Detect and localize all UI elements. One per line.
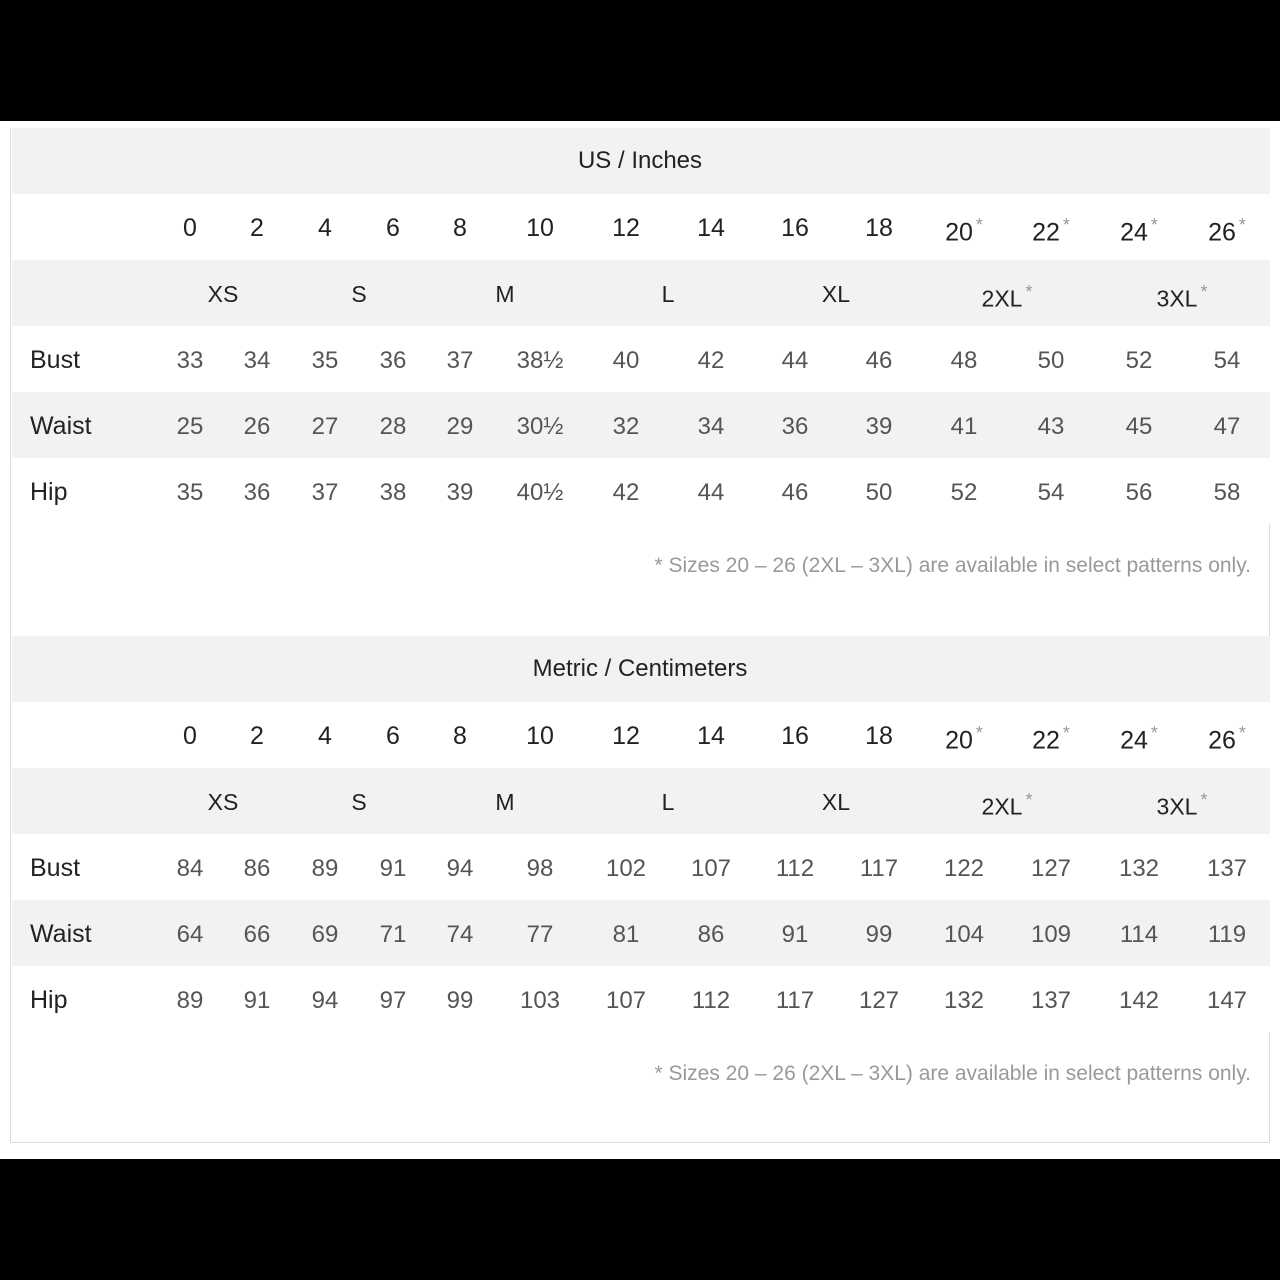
label-text: 12	[612, 214, 640, 242]
measurement-cell: 122	[943, 855, 985, 882]
label-text: 12	[612, 722, 640, 750]
asterisk-icon: *	[1150, 215, 1158, 235]
measurement-cell: 33	[176, 347, 204, 374]
table-band	[12, 260, 1270, 326]
measurement-cell: 77	[526, 921, 554, 948]
measurement-cell: 97	[379, 987, 407, 1014]
size-column-header	[865, 216, 893, 241]
row-label-hip: Hip	[30, 986, 68, 1014]
measurement-cell: 44	[697, 479, 725, 506]
measurement-cell: 47	[1213, 413, 1241, 440]
label-text: 24	[1120, 726, 1148, 755]
letter-size-header	[208, 283, 239, 306]
label-text: 8	[453, 214, 467, 242]
label-text: 18	[865, 722, 893, 750]
letter-size-header	[822, 791, 850, 814]
label-text: L	[661, 281, 675, 307]
size-column-header	[318, 724, 332, 749]
measurement-cell: 127	[1030, 855, 1072, 882]
measurement-cell: 52	[950, 479, 978, 506]
measurement-cell: 102	[605, 855, 647, 882]
measurement-cell: 27	[311, 413, 339, 440]
label-text: S	[351, 789, 367, 815]
measurement-cell: 94	[446, 855, 474, 882]
measurement-cell: 38	[379, 479, 407, 506]
label-text: M	[495, 281, 515, 307]
measurement-cell: 81	[612, 921, 640, 948]
asterisk-icon: *	[1200, 790, 1208, 810]
measurement-cell: 42	[612, 479, 640, 506]
label-text: S	[351, 281, 367, 307]
label-text: 6	[386, 214, 400, 242]
measurement-cell: 147	[1206, 987, 1248, 1014]
label-text: 14	[697, 722, 725, 750]
measurement-cell: 37	[446, 347, 474, 374]
measurement-cell: 39	[865, 413, 893, 440]
measurement-cell: 109	[1030, 921, 1072, 948]
label-text: XS	[207, 789, 239, 815]
size-column-header	[526, 724, 554, 749]
letter-size-header	[495, 791, 514, 814]
asterisk-icon: *	[1238, 215, 1246, 235]
measurement-cell: 112	[775, 855, 815, 882]
measurement-cell: 107	[605, 987, 647, 1014]
size-column-header	[318, 216, 332, 241]
letter-size-header	[208, 791, 239, 814]
measurement-cell: 98	[526, 855, 554, 882]
measurement-cell: 114	[1119, 921, 1159, 948]
size-column-header	[183, 724, 197, 749]
size-column-header	[781, 216, 809, 241]
measurement-cell: 41	[950, 413, 978, 440]
label-text: 0	[183, 722, 197, 750]
letter-size-header	[351, 283, 366, 306]
measurement-cell: 91	[781, 921, 809, 948]
asterisk-icon: *	[1025, 282, 1033, 302]
asterisk-icon: *	[1150, 723, 1158, 743]
size-column-header	[1120, 216, 1158, 245]
size-column-header	[250, 216, 264, 241]
label-text: 26	[1208, 726, 1236, 755]
measurement-cell: 36	[379, 347, 407, 374]
label-text: 18	[865, 214, 893, 242]
label-text: 16	[781, 214, 809, 242]
label-text: 2	[250, 722, 264, 750]
label-text: 6	[386, 722, 400, 750]
measurement-cell: 117	[775, 987, 815, 1014]
label-text: 24	[1120, 218, 1148, 247]
size-column-header	[612, 724, 640, 749]
row-label-waist: Waist	[30, 920, 92, 948]
label-text: 10	[526, 214, 554, 242]
measurement-cell: 35	[311, 347, 339, 374]
table-band	[12, 702, 1270, 768]
measurement-cell: 89	[176, 987, 204, 1014]
asterisk-icon: *	[1025, 790, 1033, 810]
measurement-cell: 104	[943, 921, 985, 948]
measurement-cell: 39	[446, 479, 474, 506]
asterisk-icon: *	[975, 215, 983, 235]
label-text: 2XL	[981, 285, 1023, 312]
size-column-header	[1208, 724, 1246, 753]
asterisk-icon: *	[1062, 723, 1070, 743]
label-text: 3XL	[1156, 793, 1198, 820]
measurement-cell: 48	[950, 347, 978, 374]
measurement-cell: 103	[519, 987, 561, 1014]
measurement-cell: 71	[379, 921, 407, 948]
letter-size-header	[351, 791, 366, 814]
measurement-cell: 58	[1213, 479, 1241, 506]
asterisk-icon: *	[975, 723, 983, 743]
size-column-header	[945, 216, 983, 245]
measurement-cell: 46	[865, 347, 893, 374]
size-column-header	[697, 216, 725, 241]
label-text: 22	[1032, 218, 1060, 247]
measurement-cell: 40½	[516, 479, 564, 506]
label-text: 4	[318, 722, 332, 750]
measurement-cell: 142	[1118, 987, 1160, 1014]
measurement-cell: 34	[243, 347, 271, 374]
size-column-header	[250, 724, 264, 749]
availability-footnote: * Sizes 20 – 26 (2XL – 3XL) are available in select patterns only.	[654, 554, 1251, 577]
measurement-cell: 119	[1207, 921, 1247, 948]
label-text: 14	[697, 214, 725, 242]
measurement-cell: 137	[1206, 855, 1248, 882]
table-band	[12, 768, 1270, 834]
row-label-waist: Waist	[30, 412, 92, 440]
measurement-cell: 64	[176, 921, 204, 948]
letter-size-header	[822, 283, 850, 306]
table-band	[12, 194, 1270, 260]
label-text: L	[661, 789, 675, 815]
label-text: 4	[318, 214, 332, 242]
label-text: 2XL	[981, 793, 1023, 820]
measurement-cell: 35	[176, 479, 204, 506]
label-text: 22	[1032, 726, 1060, 755]
measurement-cell: 25	[176, 413, 204, 440]
letter-size-header	[982, 791, 1033, 819]
label-text: XL	[821, 789, 851, 815]
row-label-bust: Bust	[30, 854, 81, 882]
label-text: 10	[526, 722, 554, 750]
measurement-cell: 94	[311, 987, 339, 1014]
measurement-cell: 26	[243, 413, 271, 440]
size-column-header	[386, 216, 400, 241]
letter-size-header	[495, 283, 514, 306]
measurement-cell: 46	[781, 479, 809, 506]
measurement-cell: 40	[612, 347, 640, 374]
label-text: 20	[945, 726, 973, 755]
measurement-cell: 50	[865, 479, 893, 506]
measurement-cell: 74	[446, 921, 474, 948]
measurement-cell: 137	[1030, 987, 1072, 1014]
measurement-cell: 132	[943, 987, 985, 1014]
letter-size-header	[662, 283, 675, 306]
measurement-cell: 38½	[516, 347, 564, 374]
measurement-cell: 42	[697, 347, 725, 374]
asterisk-icon: *	[1200, 282, 1208, 302]
size-column-header	[865, 724, 893, 749]
measurement-cell: 37	[311, 479, 339, 506]
measurement-cell: 43	[1037, 413, 1065, 440]
measurement-cell: 28	[379, 413, 407, 440]
size-column-header	[945, 724, 983, 753]
measurement-cell: 89	[311, 855, 339, 882]
measurement-cell: 44	[781, 347, 809, 374]
measurement-cell: 34	[697, 413, 725, 440]
size-column-header	[781, 724, 809, 749]
label-text: 0	[183, 214, 197, 242]
size-column-header	[612, 216, 640, 241]
size-column-header	[183, 216, 197, 241]
row-label-bust: Bust	[30, 346, 81, 374]
size-column-header	[1032, 216, 1070, 245]
label-text: 20	[945, 218, 973, 247]
measurement-cell: 56	[1125, 479, 1153, 506]
measurement-cell: 99	[446, 987, 474, 1014]
size-column-header	[526, 216, 554, 241]
measurement-cell: 91	[243, 987, 271, 1014]
measurement-cell: 54	[1213, 347, 1241, 374]
measurement-cell: 112	[691, 987, 731, 1014]
measurement-cell: 29	[446, 413, 474, 440]
label-text: M	[495, 789, 515, 815]
size-column-header	[386, 724, 400, 749]
letter-size-header	[1157, 283, 1208, 311]
measurement-cell: 36	[781, 413, 809, 440]
us-inches-title: US / Inches	[577, 147, 703, 174]
label-text: 2	[250, 214, 264, 242]
size-column-header	[1032, 724, 1070, 753]
measurement-cell: 69	[311, 921, 339, 948]
measurement-cell: 36	[243, 479, 271, 506]
measurement-cell: 91	[379, 855, 407, 882]
measurement-cell: 45	[1125, 413, 1153, 440]
letter-size-header	[982, 283, 1033, 311]
measurement-cell: 117	[859, 855, 899, 882]
measurement-cell: 30½	[516, 413, 564, 440]
size-column-header	[1120, 724, 1158, 753]
letter-size-header	[1157, 791, 1208, 819]
measurement-cell: 86	[243, 855, 271, 882]
label-text: XS	[207, 281, 239, 307]
label-text: 8	[453, 722, 467, 750]
measurement-cell: 32	[612, 413, 640, 440]
asterisk-icon: *	[1062, 215, 1070, 235]
measurement-cell: 66	[243, 921, 271, 948]
measurement-cell: 127	[858, 987, 900, 1014]
measurement-cell: 50	[1037, 347, 1065, 374]
label-text: 16	[781, 722, 809, 750]
label-text: 26	[1208, 218, 1236, 247]
measurement-cell: 107	[690, 855, 732, 882]
metric-centimeters-title: Metric / Centimeters	[532, 655, 748, 682]
size-column-header	[1208, 216, 1246, 245]
size-column-header	[453, 724, 467, 749]
measurement-cell: 132	[1118, 855, 1160, 882]
measurement-cell: 84	[176, 855, 204, 882]
availability-footnote: * Sizes 20 – 26 (2XL – 3XL) are available in select patterns only.	[654, 1062, 1251, 1085]
asterisk-icon: *	[1238, 723, 1246, 743]
measurement-cell: 54	[1037, 479, 1065, 506]
row-label-hip: Hip	[30, 478, 68, 506]
measurement-cell: 99	[865, 921, 893, 948]
label-text: XL	[821, 281, 851, 307]
size-column-header	[697, 724, 725, 749]
size-column-header	[453, 216, 467, 241]
label-text: 3XL	[1156, 285, 1198, 312]
measurement-cell: 86	[697, 921, 725, 948]
measurement-cell: 52	[1125, 347, 1153, 374]
letter-size-header	[662, 791, 675, 814]
